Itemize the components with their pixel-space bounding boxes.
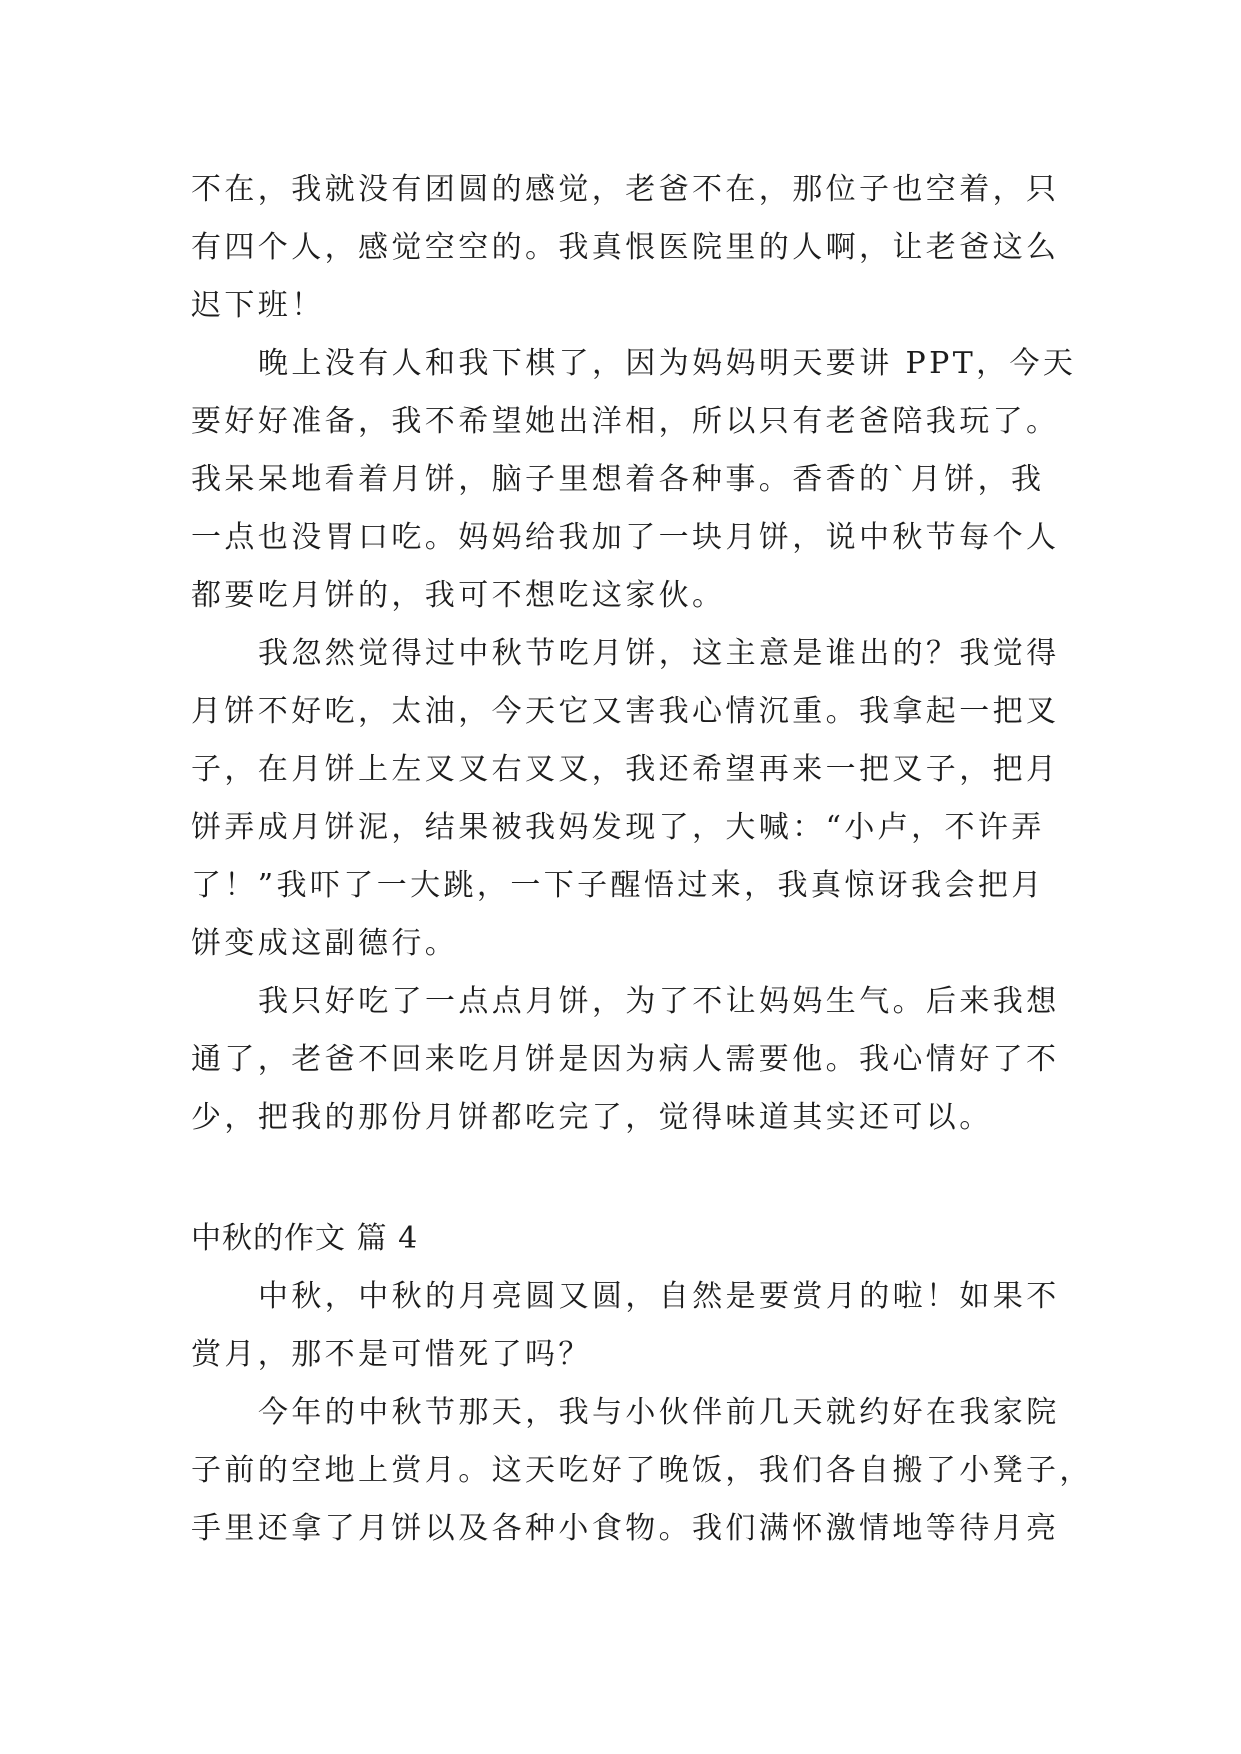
text-line: 有四个人，感觉空空的。我真恨医院里的人啊，让老爸这么: [191, 230, 1060, 265]
text-line: 月饼不好吃，太油，今天它又害我心情沉重。我拿起一把叉: [191, 694, 1060, 729]
text-line: 子前的空地上赏月。这天吃好了晚饭，我们各自搬了小凳子，: [191, 1453, 1093, 1488]
text-line: 子，在月饼上左叉叉右叉叉，我还希望再来一把叉子，把月: [191, 752, 1060, 787]
text-line: 我忽然觉得过中秋节吃月饼，这主意是谁出的？我觉得: [258, 636, 1060, 671]
text-line: 中秋，中秋的月亮圆又圆，自然是要赏月的啦！如果不: [258, 1279, 1060, 1314]
text-line: 饼弄成月饼泥，结果被我妈发现了，大喊：“小卢，不许弄: [191, 810, 1045, 845]
text-line: 晚上没有人和我下棋了，因为妈妈明天要讲 PPT，今天: [258, 346, 1077, 381]
text-line: 要好好准备，我不希望她出洋相，所以只有老爸陪我玩了。: [191, 404, 1060, 439]
text-line: 我呆呆地看着月饼，脑子里想着各种事。香香的`月饼，我: [191, 462, 1045, 497]
text-line: 饼变成这副德行。: [191, 926, 459, 961]
text-line: 迟下班！: [191, 288, 325, 323]
text-line: 赏月，那不是可惜死了吗？: [191, 1337, 592, 1372]
text-line: 了！”我吓了一大跳，一下子醒悟过来，我真惊讶我会把月: [191, 868, 1045, 903]
text-line: 今年的中秋节那天，我与小伙伴前几天就约好在我家院: [258, 1395, 1060, 1430]
text-line: 我只好吃了一点点月饼，为了不让妈妈生气。后来我想: [258, 984, 1060, 1019]
text-line: 都要吃月饼的，我可不想吃这家伙。: [191, 578, 726, 613]
text-line: 少，把我的那份月饼都吃完了，觉得味道其实还可以。: [191, 1100, 993, 1135]
text-line: 不在，我就没有团圆的感觉，老爸不在，那位子也空着，只: [191, 172, 1060, 207]
text-line: 手里还拿了月饼以及各种小食物。我们满怀激情地等待月亮: [191, 1511, 1060, 1546]
section-heading: 中秋的作文 篇 4: [191, 1221, 419, 1256]
text-line: 一点也没胃口吃。妈妈给我加了一块月饼，说中秋节每个人: [191, 520, 1060, 555]
text-line: 通了，老爸不回来吃月饼是因为病人需要他。我心情好了不: [191, 1042, 1060, 1077]
